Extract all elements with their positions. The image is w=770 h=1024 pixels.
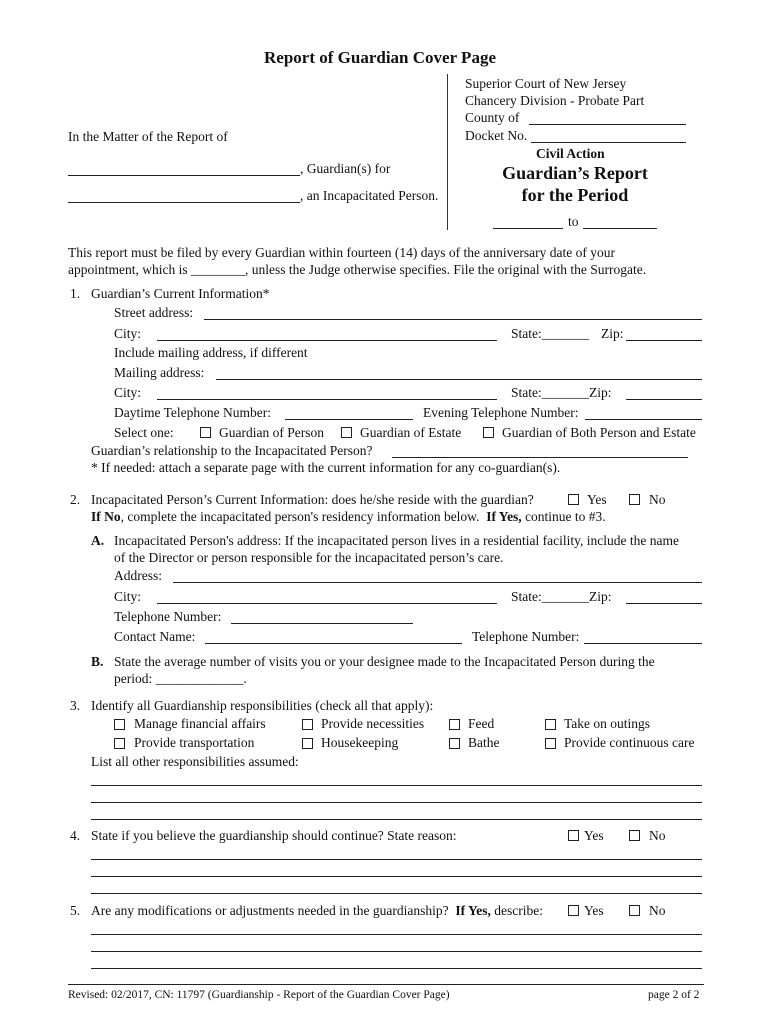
- section-5-question-text: Are any modifications or adjustments needed in the guardianship?: [91, 903, 449, 918]
- intro-line-2: appointment, which is ________, unless the Judge otherwise specifies. File the original with the Surrogate.: [68, 262, 647, 277]
- ip-address-label: Address:: [114, 568, 162, 583]
- provide-transportation-label: Provide transportation: [134, 735, 255, 750]
- section-2-instructions: [91, 509, 606, 525]
- ip-zip-field[interactable]: [626, 603, 702, 604]
- intro-line-1: This report must be filed by every Guardian within fourteen (14) days of the anniversary date of your: [68, 245, 615, 260]
- section-2-question: Incapacitated Person’s Current Information: does he/she reside with the guardian?: [91, 492, 534, 507]
- if-no-text: , complete the incapacitated person's residency information below.: [120, 509, 480, 524]
- subsection-b-letter: B.: [91, 654, 104, 669]
- section-3-number: 3.: [70, 698, 81, 713]
- subsection-a-letter: A.: [91, 533, 105, 548]
- docket-field[interactable]: [531, 142, 686, 143]
- section-4-number: 4.: [70, 828, 81, 843]
- relationship-label: Guardian’s relationship to the Incapacitated Person?: [91, 443, 373, 458]
- take-on-outings-label: Take on outings: [564, 716, 651, 731]
- modifications-no-label: No: [649, 903, 666, 918]
- mailing-note: Include mailing address, if different: [114, 345, 308, 360]
- evening-phone-label: Evening Telephone Number:: [423, 405, 579, 420]
- continue-no-label: No: [649, 828, 666, 843]
- header-divider: [447, 74, 448, 230]
- incapacitated-name-field[interactable]: [68, 202, 300, 203]
- city-field[interactable]: [157, 340, 497, 341]
- guardian-of-estate-checkbox[interactable]: [341, 427, 352, 438]
- county-field[interactable]: [529, 124, 686, 125]
- subsection-a-line-2: of the Director or person responsible for the incapacitated person’s care.: [114, 550, 504, 565]
- guardian-of-both-checkbox[interactable]: [483, 427, 494, 438]
- mailing-address-label: Mailing address:: [114, 365, 205, 380]
- provide-necessities-label: Provide necessities: [321, 716, 425, 731]
- modifications-yes-label: Yes: [584, 903, 604, 918]
- period-end-field[interactable]: [583, 228, 657, 229]
- subsection-b-line-2: period: _____________.: [114, 671, 247, 686]
- section-5-question: [91, 903, 543, 919]
- ip-city-field[interactable]: [157, 603, 497, 604]
- guardian-for-label: , Guardian(s) for: [300, 161, 391, 176]
- matter-intro: In the Matter of the Report of: [68, 129, 228, 144]
- section-2-number: 2.: [70, 492, 81, 507]
- select-one-label: Select one:: [114, 425, 174, 440]
- contact-phone-label: Telephone Number:: [472, 629, 580, 644]
- feed-checkbox[interactable]: [449, 719, 460, 730]
- period-start-field[interactable]: [493, 228, 563, 229]
- continue-reason-line-2[interactable]: [91, 876, 702, 877]
- subsection-a-line-1: Incapacitated Person's address: If the incapacitated person lives in a residential facility, include the name: [114, 533, 679, 548]
- modifications-line-1[interactable]: [91, 934, 702, 935]
- if-yes-label: If Yes,: [486, 509, 522, 524]
- resides-yes-label: Yes: [587, 492, 607, 507]
- subsection-b-line-1: State the average number of visits you or your designee made to the Incapacitated Person during the: [114, 654, 655, 669]
- modifications-line-3[interactable]: [91, 968, 702, 969]
- mailing-address-field[interactable]: [216, 379, 702, 380]
- court-name: Superior Court of New Jersey: [465, 76, 627, 91]
- bathe-checkbox[interactable]: [449, 738, 460, 749]
- continuous-care-checkbox[interactable]: [545, 738, 556, 749]
- guardian-of-person-checkbox[interactable]: [200, 427, 211, 438]
- city-label: City:: [114, 326, 142, 341]
- modifications-yes-checkbox[interactable]: [568, 905, 579, 916]
- daytime-phone-label: Daytime Telephone Number:: [114, 405, 272, 420]
- bathe-label: Bathe: [468, 735, 500, 750]
- report-period-title: for the Period: [521, 185, 629, 205]
- section-3-heading: Identify all Guardianship responsibilities (check all that apply):: [91, 698, 434, 713]
- manage-financial-label: Manage financial affairs: [134, 716, 266, 731]
- guardian-name-field[interactable]: [68, 175, 300, 176]
- contact-name-field[interactable]: [205, 643, 462, 644]
- other-responsibilities-line-2[interactable]: [91, 802, 702, 803]
- modifications-no-checkbox[interactable]: [629, 905, 640, 916]
- civil-action-label: Civil Action: [536, 146, 605, 161]
- report-title: Guardian’s Report: [502, 163, 648, 183]
- section-5-if-yes: If Yes,: [455, 903, 491, 918]
- zip-label: Zip:: [601, 326, 624, 341]
- housekeeping-checkbox[interactable]: [302, 738, 313, 749]
- guardian-of-person-label: Guardian of Person: [219, 425, 324, 440]
- county-label: County of: [465, 110, 520, 125]
- contact-name-label: Contact Name:: [114, 629, 196, 644]
- continue-yes-label: Yes: [584, 828, 604, 843]
- co-guardian-footnote: * If needed: attach a separate page with the current information for any co-guardian(s).: [91, 460, 561, 475]
- other-responsibilities-line-1[interactable]: [91, 785, 702, 786]
- footer-rule: [68, 984, 704, 985]
- ip-address-field[interactable]: [173, 582, 702, 583]
- provide-necessities-checkbox[interactable]: [302, 719, 313, 730]
- section-4-question: State if you believe the guardianship should continue? State reason:: [91, 828, 457, 843]
- continue-reason-line-3[interactable]: [91, 893, 702, 894]
- continue-yes-checkbox[interactable]: [568, 830, 579, 841]
- mailing-city-field[interactable]: [157, 399, 497, 400]
- resides-no-checkbox[interactable]: [629, 494, 640, 505]
- resides-no-label: No: [649, 492, 666, 507]
- guardian-of-estate-label: Guardian of Estate: [360, 425, 462, 440]
- section-5-number: 5.: [70, 903, 81, 918]
- period-to-label: to: [568, 214, 579, 229]
- manage-financial-checkbox[interactable]: [114, 719, 125, 730]
- section-5-describe: describe:: [490, 903, 544, 918]
- section-1-heading: Guardian’s Current Information*: [91, 286, 270, 301]
- section-1-number: 1.: [70, 286, 81, 301]
- ip-state-zip-label: State:_______Zip:: [511, 589, 612, 604]
- mailing-city-label: City:: [114, 385, 142, 400]
- zip-field[interactable]: [626, 340, 702, 341]
- other-responsibilities-line-3[interactable]: [91, 819, 702, 820]
- footer-revised: Revised: 02/2017, CN: 11797 (Guardianship - Report of the Guardian Cover Page): [68, 989, 450, 1001]
- provide-transportation-checkbox[interactable]: [114, 738, 125, 749]
- street-address-label: Street address:: [114, 305, 194, 320]
- housekeeping-label: Housekeeping: [321, 735, 399, 750]
- docket-label: Docket No.: [465, 128, 528, 143]
- daytime-phone-field[interactable]: [285, 419, 413, 420]
- incapacitated-label: , an Incapacitated Person.: [300, 188, 439, 203]
- guardian-of-both-label: Guardian of Both Person and Estate: [502, 425, 696, 440]
- page-title: Report of Guardian Cover Page: [264, 48, 496, 67]
- mailing-zip-field[interactable]: [626, 399, 702, 400]
- ip-phone-field[interactable]: [231, 623, 413, 624]
- resides-yes-checkbox[interactable]: [568, 494, 579, 505]
- modifications-line-2[interactable]: [91, 951, 702, 952]
- continuous-care-label: Provide continuous care: [564, 735, 695, 750]
- if-yes-text: continue to #3.: [521, 509, 606, 524]
- footer-page-number: page 2 of 2: [648, 989, 700, 1001]
- evening-phone-field[interactable]: [585, 419, 702, 420]
- feed-label: Feed: [468, 716, 495, 731]
- ip-phone-label: Telephone Number:: [114, 609, 222, 624]
- if-no-label: If No: [91, 509, 121, 524]
- continue-no-checkbox[interactable]: [629, 830, 640, 841]
- contact-phone-field[interactable]: [584, 643, 702, 644]
- continue-reason-line-1[interactable]: [91, 859, 702, 860]
- take-on-outings-checkbox[interactable]: [545, 719, 556, 730]
- state-label: State:_______: [511, 326, 589, 341]
- court-division: Chancery Division - Probate Part: [465, 93, 645, 108]
- street-address-field[interactable]: [204, 319, 702, 320]
- mailing-state-zip-label: State:_______Zip:: [511, 385, 612, 400]
- ip-city-label: City:: [114, 589, 142, 604]
- relationship-field[interactable]: [392, 457, 688, 458]
- other-responsibilities-label: List all other responsibilities assumed:: [91, 754, 299, 769]
